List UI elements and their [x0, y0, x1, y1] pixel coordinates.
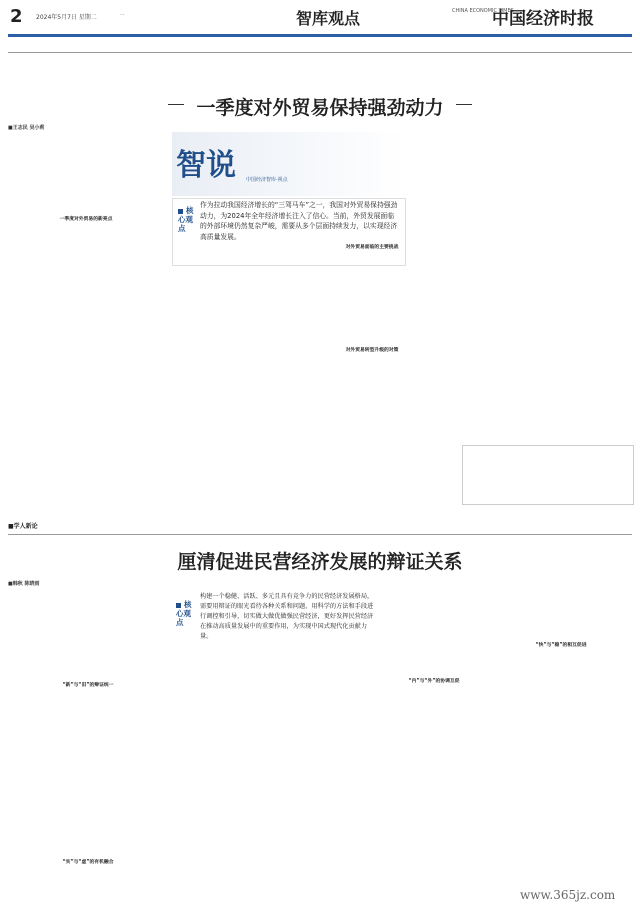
article2-title: 厘清促进民营经济发展的辩证关系	[177, 551, 463, 573]
section2-label: ■学人新论	[8, 523, 38, 530]
article1-column4	[462, 132, 632, 432]
article1-subhead2: 对外贸易面临的主要挑战	[345, 245, 399, 250]
article2-column2	[176, 690, 376, 900]
article2-subhead2: “实”与“虚”的有机融合	[62, 860, 114, 866]
page-number: 2	[10, 6, 23, 27]
core2-label: 核心观点	[176, 600, 192, 627]
article2-column3	[384, 590, 484, 900]
article1-column2	[172, 268, 282, 512]
newspaper-logo: 中国经济时报	[492, 9, 594, 29]
article2-subhead3: “内”与“外”的协调互促	[408, 679, 460, 684]
column-sub: 中国经济智库·视点	[246, 177, 288, 183]
logo-english: CHINA ECONOMIC TIMES	[452, 8, 514, 14]
divider	[8, 52, 632, 53]
article2-column4	[490, 590, 632, 880]
author-note-box	[462, 445, 634, 505]
article1-byline: ■王志民 吴小莉	[8, 125, 45, 131]
square-bullet-icon	[176, 603, 181, 608]
core-label: 核心观点	[178, 206, 194, 233]
article2-byline: ■韩秋 陈晓雨	[8, 581, 40, 587]
column-char1: 智说	[176, 148, 236, 183]
core-quote: 作为拉动我国经济增长的“三驾马车”之一，我国对外贸易保持强劲动力，为2024年全年经济增长注入了信心。当前，外贸发展面临的外部环境仍然复杂严峻，需要从多个层面持续发力，以实现经济高质量发展。	[200, 201, 398, 241]
article2-subhead1: “新”与“旧”的辩证统一	[62, 683, 114, 688]
issue-date: 2024年5月7日 星期二	[36, 14, 97, 21]
core2-quote: 构建一个稳健、活跃、多元且具有竞争力的民营经济发展格局，需要用辩证的眼光看待各种关系和问题，用科学的方法和手段进行调控和引导，切实做大做优做强民营经济，更好发挥民营经济在推动高质量发展中的重要作用，为实现中国式现代化贡献力量。	[200, 593, 374, 640]
section2-rule	[8, 534, 632, 535]
article1-title: 一季度对外贸易保持强劲动力	[196, 97, 444, 119]
article1-subhead3: 对外贸易转型升级的对策	[345, 348, 399, 354]
title-rule-right	[456, 104, 472, 105]
header-rule	[8, 34, 632, 37]
article1-column1	[8, 132, 164, 512]
article1-subhead1: 一季度对外贸易的新亮点	[59, 217, 113, 222]
article2-subhead4: “快”与“稳”的相互促进	[535, 643, 587, 648]
article1-column3	[288, 132, 456, 512]
square-bullet-icon	[178, 209, 183, 214]
header-tagline: ...	[120, 11, 125, 17]
section-title: 智库观点	[296, 9, 361, 28]
watermark: www.365jz.com	[520, 888, 616, 902]
article2-column1	[8, 590, 168, 900]
